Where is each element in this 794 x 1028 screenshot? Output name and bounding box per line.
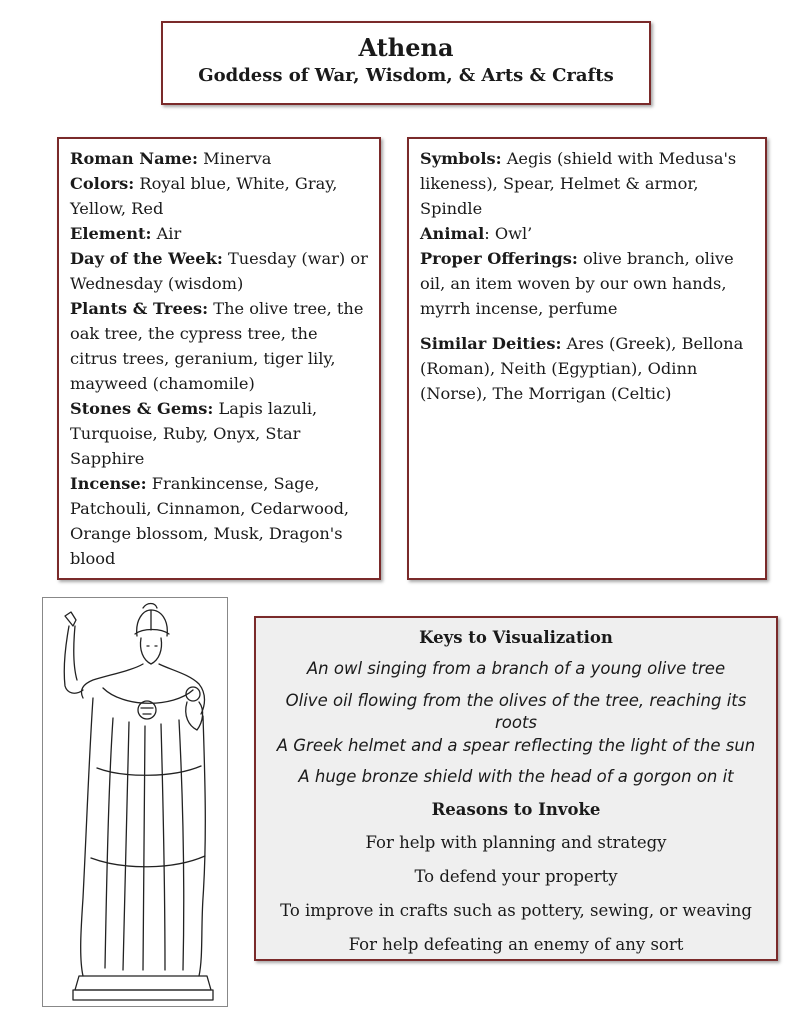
plants-label: Plants & Trees: (70, 299, 209, 318)
reasons-heading: Reasons to Invoke (431, 800, 601, 819)
visualization-item: A huge bronze shield with the head of a gorgon on it (298, 767, 734, 786)
reason-item: For help defeating an enemy of any sort (348, 935, 684, 954)
symbols-box (407, 137, 767, 580)
roman-name-label: Roman Name: (70, 149, 198, 168)
similar-deities-entry (420, 331, 755, 406)
athena-statue-image (42, 597, 228, 1007)
roman-name-value: Minerva (197, 149, 272, 168)
stones-value: Lapis lazuli, Turquoise, Ruby, Onyx, Star Sapphire (70, 399, 318, 468)
day-entry (70, 246, 369, 296)
athena-statue-illustration (43, 598, 227, 1006)
visualization-box (254, 616, 778, 961)
colors-value: Royal blue, White, Gray, Yellow, Red (70, 174, 338, 218)
animal-entry (420, 221, 755, 246)
roman-name-entry (70, 146, 369, 171)
visualization-heading: Keys to Visualization (419, 628, 613, 647)
reason-item: To improve in crafts such as pottery, sewing, or weaving (280, 901, 752, 920)
element-label: Element: (70, 224, 152, 243)
similar-deities-value: Ares (Greek), Bellona (Roman), Neith (Egyptian), Odinn (Norse), The Morrigan (Celtic) (420, 334, 744, 403)
page-subtitle: Goddess of War, Wisdom, & Arts & Crafts (198, 65, 614, 86)
plants-value: The olive tree, the oak tree, the cypress tree, the citrus trees, geranium, tiger lily, mayweed (chamomile) (70, 299, 364, 393)
incense-entry (70, 471, 369, 571)
visualization-item: An owl singing from a branch of a young olive tree (306, 659, 726, 678)
reason-item: For help with planning and strategy (365, 833, 667, 852)
incense-value: Frankincense, Sage, Patchouli, Cinnamon, Cedarwood, Orange blossom, Musk, Dragon's blood (70, 474, 350, 568)
element-value: Air (151, 224, 182, 243)
visualization-item: A Greek helmet and a spear reflecting the light of the sun (276, 736, 756, 755)
plants-entry (70, 296, 369, 396)
colors-label: Colors: (70, 174, 135, 193)
symbols-label: Symbols: (420, 149, 502, 168)
similar-deities-label: Similar Deities: (420, 334, 562, 353)
offerings-value: olive branch, olive oil, an item woven by our own hands, myrrh incense, perfume (420, 249, 734, 318)
title-box (161, 21, 651, 105)
offerings-label: Proper Offerings: (420, 249, 578, 268)
animal-label: Animal (420, 224, 485, 243)
incense-label: Incense: (70, 474, 147, 493)
day-label: Day of the Week: (70, 249, 223, 268)
colors-entry (70, 171, 369, 221)
reason-item: To defend your property (414, 867, 618, 886)
symbols-entry (420, 146, 755, 221)
symbols-value: Aegis (shield with Medusa's likeness), Spear, Helmet & armor, Spindle (420, 149, 737, 218)
stones-label: Stones & Gems: (70, 399, 214, 418)
page-title: Athena (358, 33, 454, 62)
element-entry (70, 221, 369, 246)
day-value: Tuesday (war) or Wednesday (wisdom) (70, 249, 368, 293)
visualization-item: Olive oil flowing from the olives of the tree, reaching its roots (285, 691, 747, 732)
correspondences-box (57, 137, 381, 580)
offerings-entry (420, 246, 755, 321)
animal-value: : Owl’ (484, 224, 533, 243)
stones-entry (70, 396, 369, 471)
